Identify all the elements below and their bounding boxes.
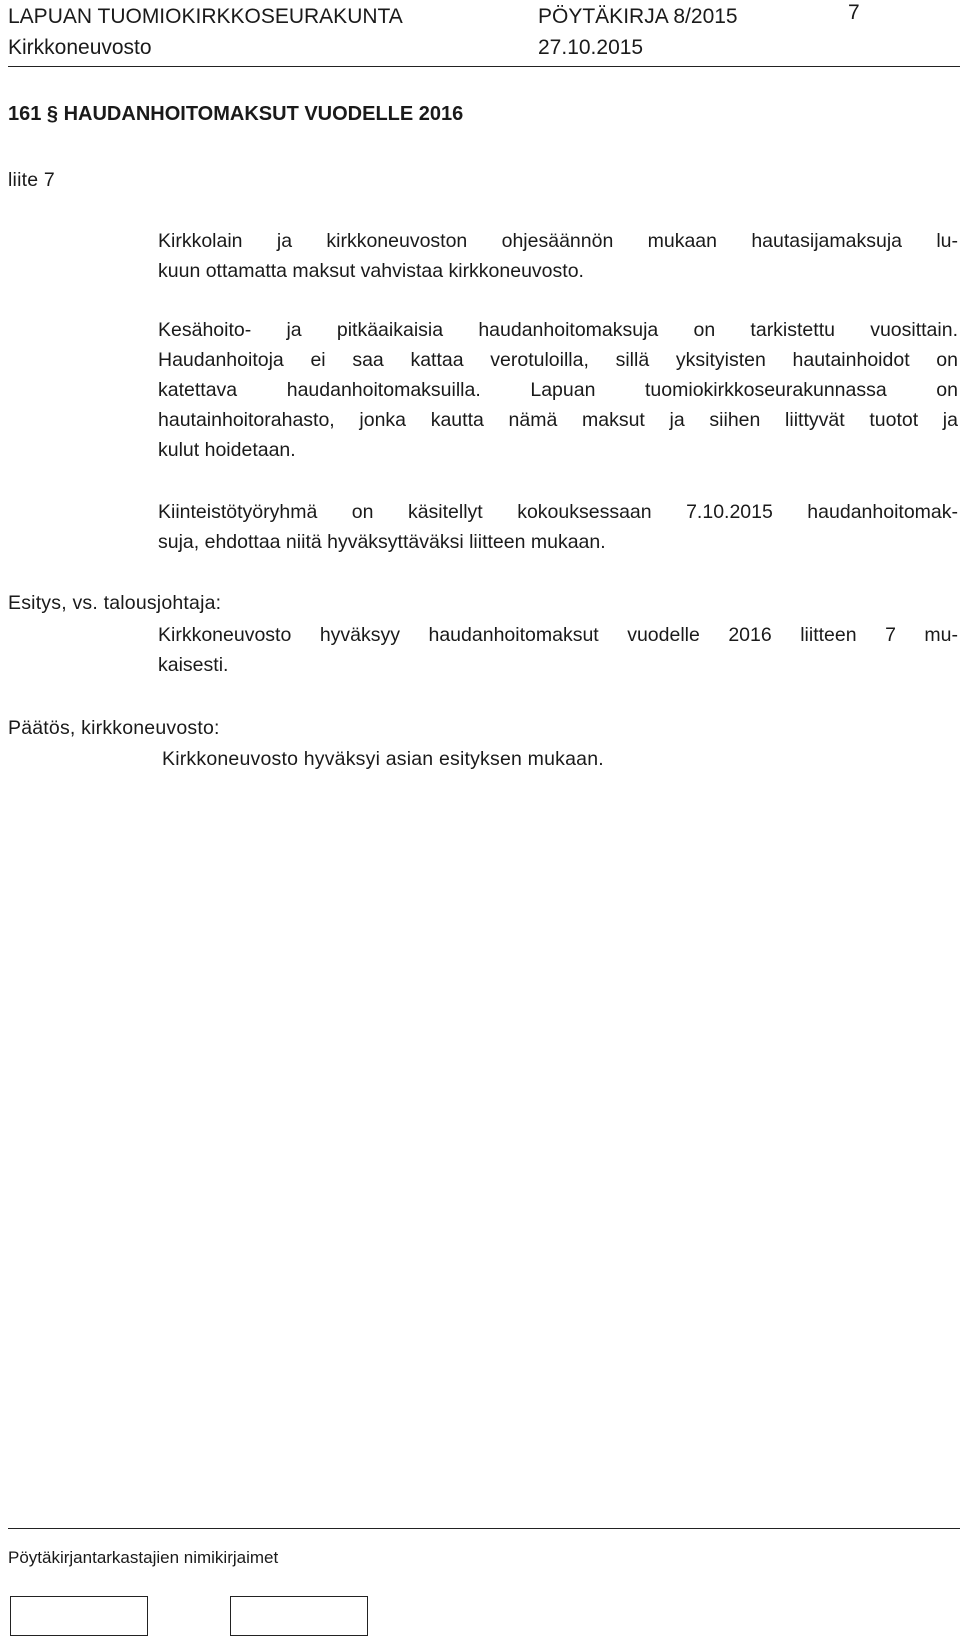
footer-label: Pöytäkirjantarkastajien nimikirjaimet [8, 1548, 279, 1567]
meeting-date: 27.10.2015 [538, 36, 644, 59]
paragraph-line: Kiinteistötyöryhmä on käsitellyt kokouksessaan 7.10.2015 haudanhoitomak- [158, 501, 958, 523]
header-divider [8, 66, 960, 67]
proposal-label: Esitys, vs. talousjohtaja: [8, 592, 222, 614]
paragraph-line: hautainhoitorahasto, jonka kautta nämä maksut ja siihen liittyvät tuotot ja [158, 409, 958, 431]
paragraph-line: Kirkkoneuvosto hyväksyy haudanhoitomaksut vuodelle 2016 liitteen 7 mu- [158, 624, 958, 646]
paragraph-line: suja, ehdottaa niitä hyväksyttäväksi liitteen mukaan. [158, 531, 606, 553]
initials-box-2 [230, 1596, 368, 1636]
body-name: Kirkkoneuvosto [8, 36, 152, 59]
footer-divider [8, 1528, 960, 1529]
paragraph-line: kulut hoidetaan. [158, 439, 296, 461]
paragraph-line: Kirkkolain ja kirkkoneuvoston ohjesäännön mukaan hautasijamaksuja lu- [158, 230, 958, 252]
decision-text: Kirkkoneuvosto hyväksyi asian esityksen mukaan. [162, 748, 604, 770]
paragraph-line: kuun ottamatta maksut vahvistaa kirkkoneuvosto. [158, 260, 584, 282]
paragraph-3 [158, 497, 958, 557]
paragraph-1 [158, 226, 958, 286]
paragraph-line: katettava haudanhoitomaksuilla. Lapuan tuomiokirkkoseurakunnassa on [158, 379, 958, 401]
paragraph-2 [158, 315, 958, 465]
paragraph-line: kaisesti. [158, 654, 229, 676]
paragraph-line: Haudanhoitoja ei saa kattaa verotuloilla, sillä yksityisten hautainhoidot on [158, 349, 958, 371]
section-title: 161 § HAUDANHOITOMAKSUT VUODELLE 2016 [8, 103, 464, 125]
page-number: 7 [848, 1, 860, 24]
paragraph-line: Kesähoito- ja pitkäaikaisia haudanhoitomaksuja on tarkistettu vuosittain. [158, 319, 958, 341]
initials-box-1 [10, 1596, 148, 1636]
decision-label: Päätös, kirkkoneuvosto: [8, 717, 220, 739]
document-reference: PÖYTÄKIRJA 8/2015 [538, 5, 738, 28]
attachment-reference: liite 7 [8, 169, 55, 191]
proposal-text [158, 620, 958, 680]
organization-name: LAPUAN TUOMIOKIRKKOSEURAKUNTA [8, 5, 403, 28]
